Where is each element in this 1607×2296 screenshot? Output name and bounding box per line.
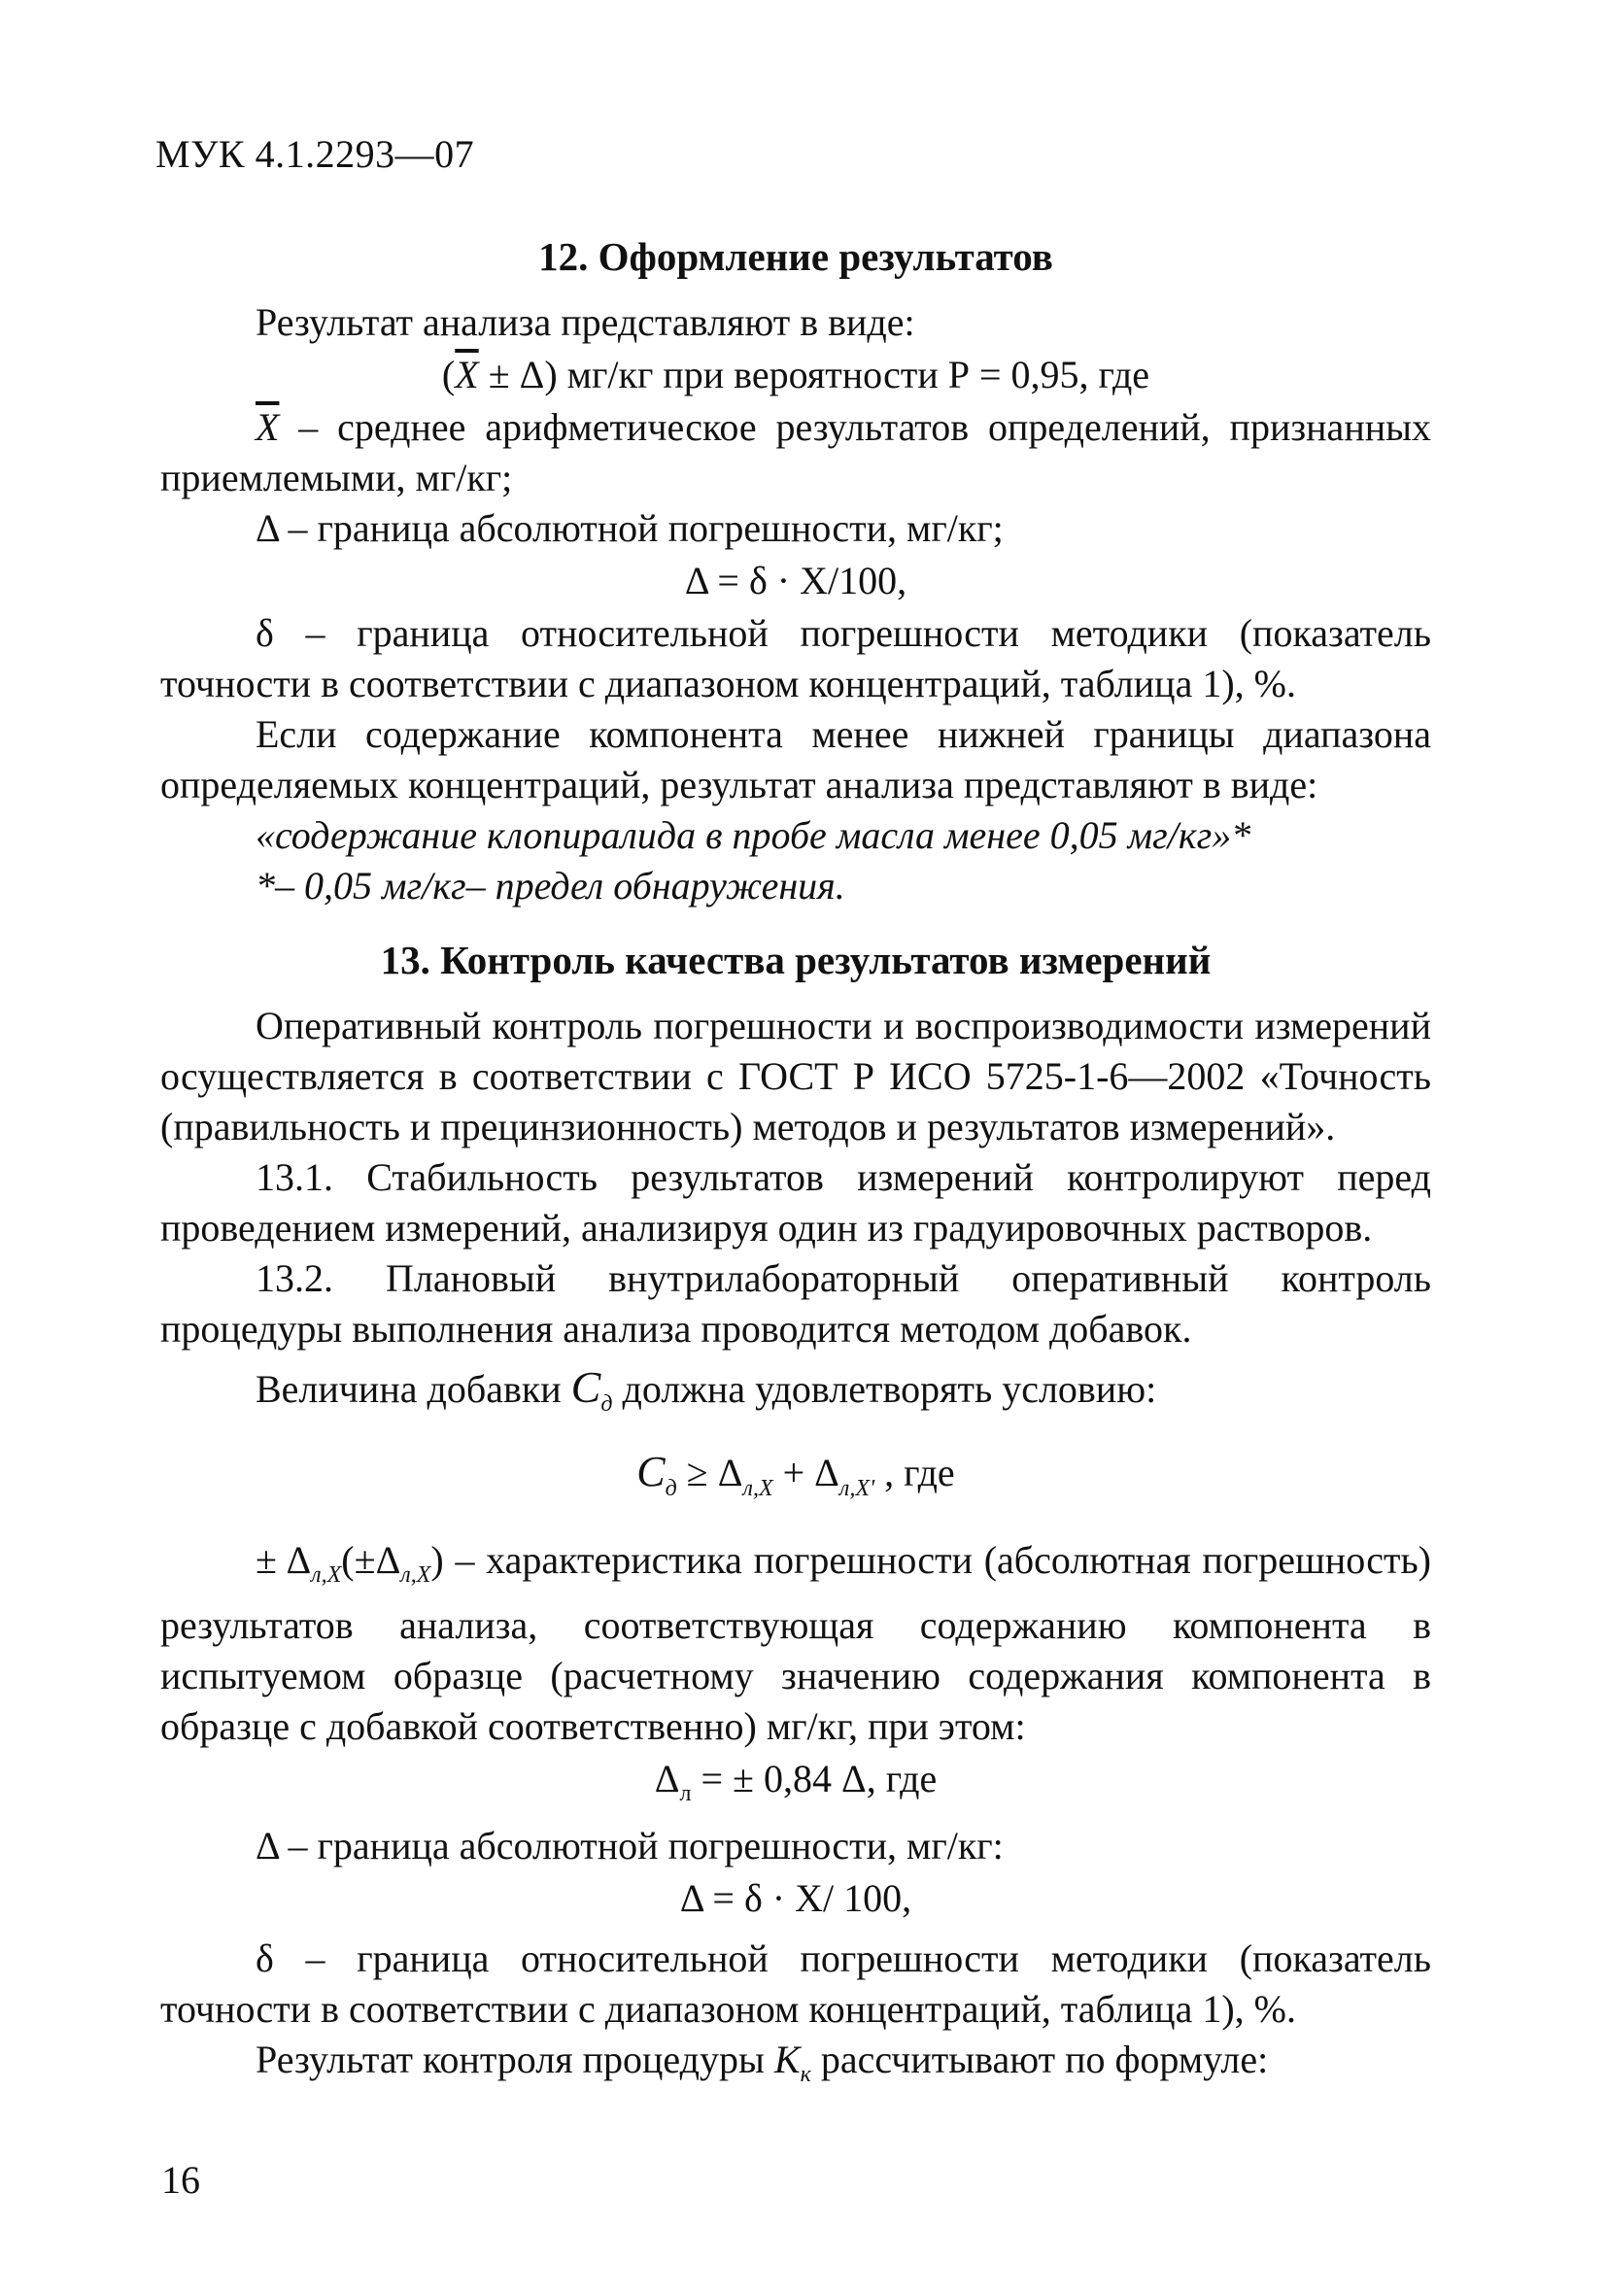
page-number: 16 (161, 2158, 200, 2202)
result-intro: Результат анализа представляют в виде: (256, 300, 915, 344)
additive-condition-formula: $C_д \ge \Delta_{л,X} + \Delta_{л,X'}$ , где (636, 1448, 955, 1501)
xbar-definition: $\overline{X}$ – среднее арифметическое результатов определений, признанных приемлемыми, мг/кг; (160, 405, 1431, 499)
delta-definition: Δ – граница абсолютной погрешности, мг/кг; (256, 506, 1004, 550)
document-code: МУК 4.1.2293—07 (155, 132, 475, 176)
section-12-title: 12. Оформление результатов (538, 234, 1053, 279)
below-range-text: Если содержание компонента менее нижней границы диапазона определяемых концентраций, результат анализа представляют в виде: (160, 712, 1431, 806)
delta-l-formula: $\Delta_л$ = ± 0,84 Δ, где (654, 1756, 938, 1806)
section-13-title: 13. Контроль качества результатов измерений (380, 938, 1212, 982)
delta-formula-2: Δ = δ · X/ 100, (679, 1875, 912, 1920)
relative-error-definition: δ – граница относительной погрешности методики (показатель точности в соответствии с диапазоном концентраций, таблица 1), %. (160, 611, 1431, 705)
stability-paragraph: 13.1. Стабильность результатов измерений контролируют перед проведением измерений, анализируя один из градуировочных растворов. (160, 1155, 1431, 1250)
additive-condition-intro: Величина добавки $C_д$ должна удовлетворять условию: (256, 1362, 1157, 1417)
result-format-formula: $(\overline{X} \pm \Delta)$ мг/кг при вероятности Р = 0,95, где (441, 353, 1150, 396)
planned-control-paragraph: 13.2. Плановый внутрилабораторный оперативный контроль процедуры выполнения анализа проводится методом добавок. (160, 1256, 1431, 1351)
relative-error-definition-2: δ – граница относительной погрешности методики (показатель точности в соответствии с диапазоном концентраций, таблица 1), %. (160, 1936, 1431, 2031)
control-result-intro: Результат контроля процедуры $K_к$ рассчитывают по формуле: (256, 2037, 1269, 2087)
error-characteristic-paragraph: ± $\Delta_{л,X}(\pm\Delta_{л,X})$ – характеристика погрешности (абсолютная погрешность) результатов анализа, соответствующая содержанию компонента в испытуемом образце (расчетному значению содержания компонента в образце с добавкой соответственно) мг/кг, при этом: (160, 1537, 1431, 1748)
page-body (160, 222, 1431, 2100)
detection-limit-footnote: *– 0,05 мг/кг– предел обнаружения. (256, 864, 845, 908)
delta-formula: Δ = δ · X/100, (684, 559, 907, 602)
below-range-quote: «содержание клопиралида в пробе масла менее 0,05 мг/кг»* (256, 813, 1251, 857)
operational-control-paragraph: Оперативный контроль погрешности и воспроизводимости измерений осуществляется в соответствии с ГОСТ Р ИСО 5725-1-6—2002 «Точность (правильность и прецинзионность) методов и результатов измерений». (160, 1004, 1431, 1148)
delta-definition-2: Δ – граница абсолютной погрешности, мг/кг: (256, 1823, 1004, 1868)
